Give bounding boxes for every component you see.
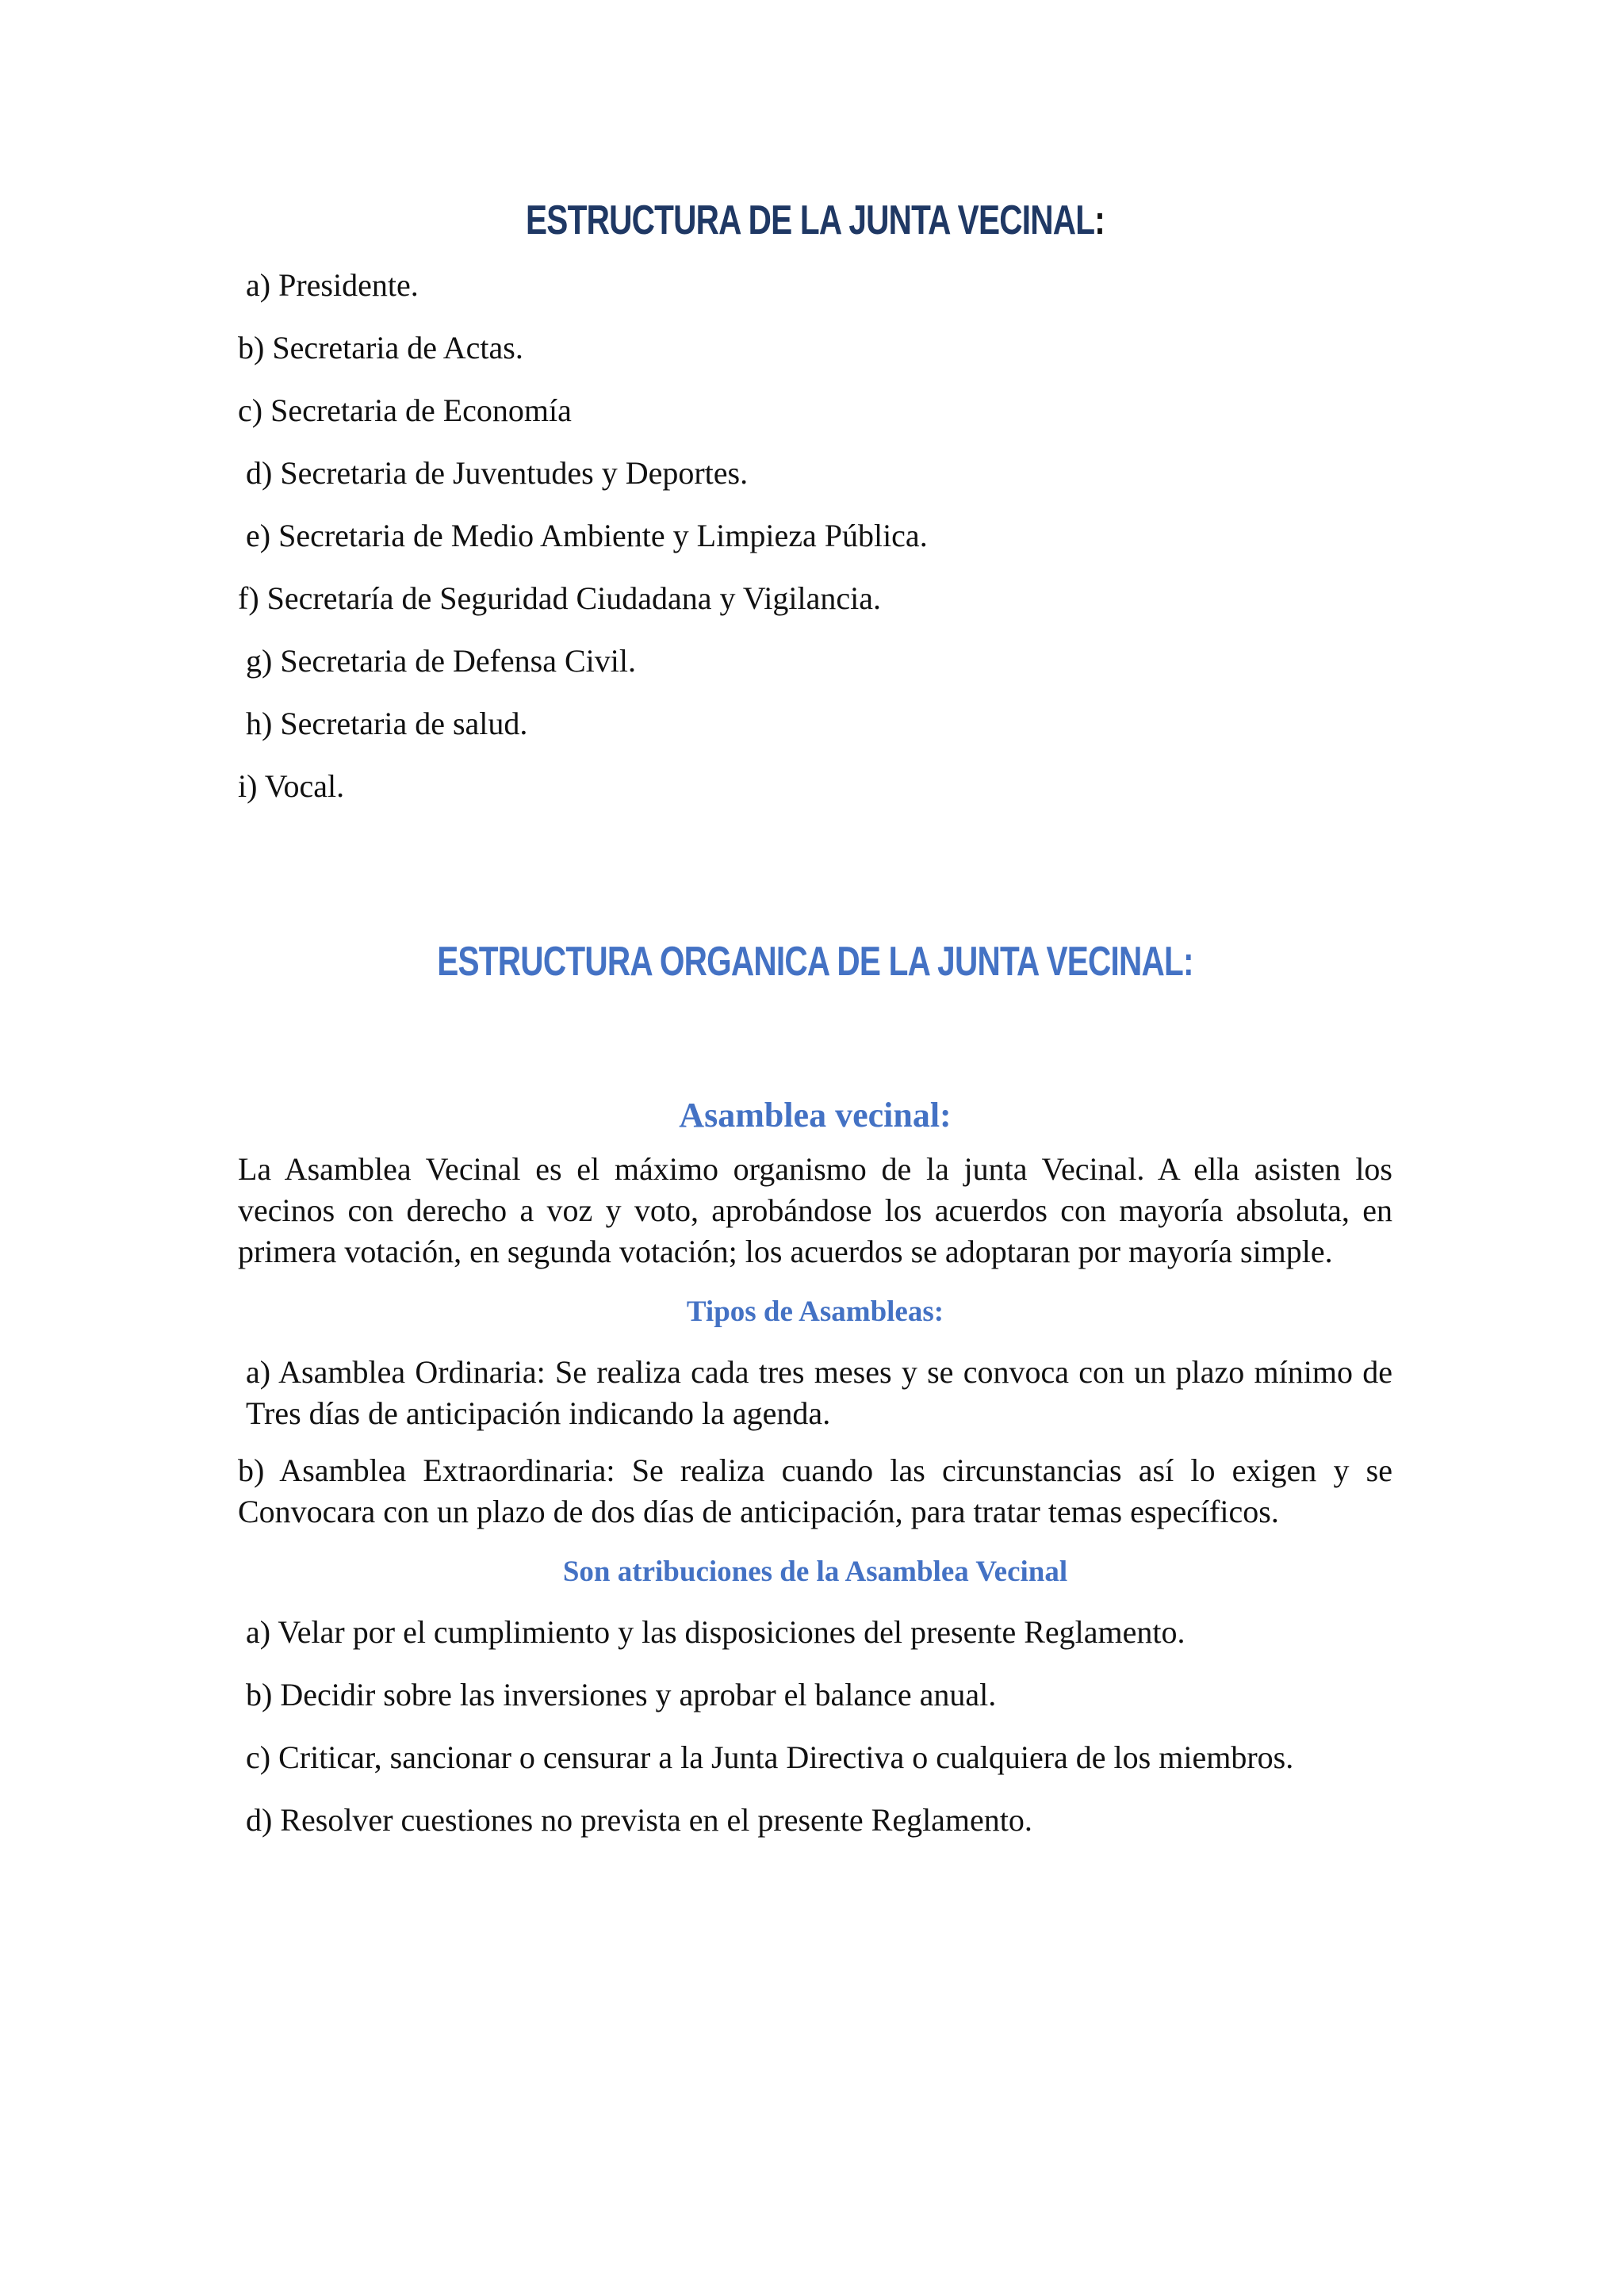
spacer bbox=[238, 1272, 1392, 1284]
list-item: i) Vocal. bbox=[238, 768, 345, 804]
spacer bbox=[238, 817, 1392, 928]
list-item: d) Resolver cuestiones no prevista en el presente Reglamento. bbox=[246, 1802, 1032, 1838]
spacer bbox=[238, 1533, 1392, 1544]
list-item: d) Secretaria de Juventudes y Deportes. bbox=[246, 455, 749, 491]
list-item: a) Velar por el cumplimiento y las disposiciones del presente Reglamento. bbox=[246, 1614, 1185, 1650]
junta-structure-list bbox=[238, 254, 1392, 817]
tipo-extraordinaria: b) Asamblea Extraordinaria: Se realiza cuando las circunstancias así lo exigen y se Convocara con un plazo de dos días de anticipación, para tratar temas específicos. bbox=[238, 1452, 1392, 1529]
list-item: c) Criticar, sancionar o censurar a la Junta Directiva o cualquiera de los miembros. bbox=[246, 1739, 1294, 1775]
atribuciones-list bbox=[238, 1601, 1392, 1851]
section1-title-text: ESTRUCTURA DE LA JUNTA VECINAL bbox=[526, 197, 1095, 243]
document-content bbox=[238, 187, 1392, 1851]
list-item: b) Decidir sobre las inversiones y aprobar el balance anual. bbox=[246, 1677, 997, 1712]
list-item: b) Secretaria de Actas. bbox=[238, 330, 523, 365]
tipo-ordinaria: a) Asamblea Ordinaria: Se realiza cada tres meses y se convoca con un plazo mínimo de Tres días de anticipación indicando la agenda. bbox=[246, 1354, 1392, 1431]
list-item: c) Secretaria de Economía bbox=[238, 392, 572, 428]
section1-title bbox=[365, 187, 1266, 254]
list-item: h) Secretaria de salud. bbox=[246, 706, 528, 741]
list-item: f) Secretaría de Seguridad Ciudadana y Vigilancia. bbox=[238, 580, 881, 616]
list-item: e) Secretaria de Medio Ambiente y Limpieza Pública. bbox=[246, 518, 928, 553]
list-item: g) Secretaria de Defensa Civil. bbox=[246, 643, 637, 679]
spacer bbox=[238, 1341, 1392, 1352]
list-item: a) Presidente. bbox=[246, 267, 419, 303]
spacer bbox=[238, 995, 1392, 1082]
section2-title: ESTRUCTURA ORGANICA DE LA JUNTA VECINAL: bbox=[437, 939, 1193, 985]
atribuciones-title: Son atribuciones de la Asamblea Vecinal bbox=[562, 1556, 1068, 1588]
asamblea-title: Asamblea vecinal: bbox=[679, 1096, 952, 1135]
section1-title-colon: : bbox=[1094, 197, 1105, 243]
asamblea-paragraph: La Asamblea Vecinal es el máximo organismo de la junta Vecinal. A ella asisten los vecinos con derecho a voz y voto, aprobándose los acuerdos con mayoría absoluta, en primera votación, en segunda votación; los acuerdos se adoptaran por mayoría simple. bbox=[238, 1151, 1392, 1269]
tipos-title: Tipos de Asambleas: bbox=[686, 1295, 944, 1328]
